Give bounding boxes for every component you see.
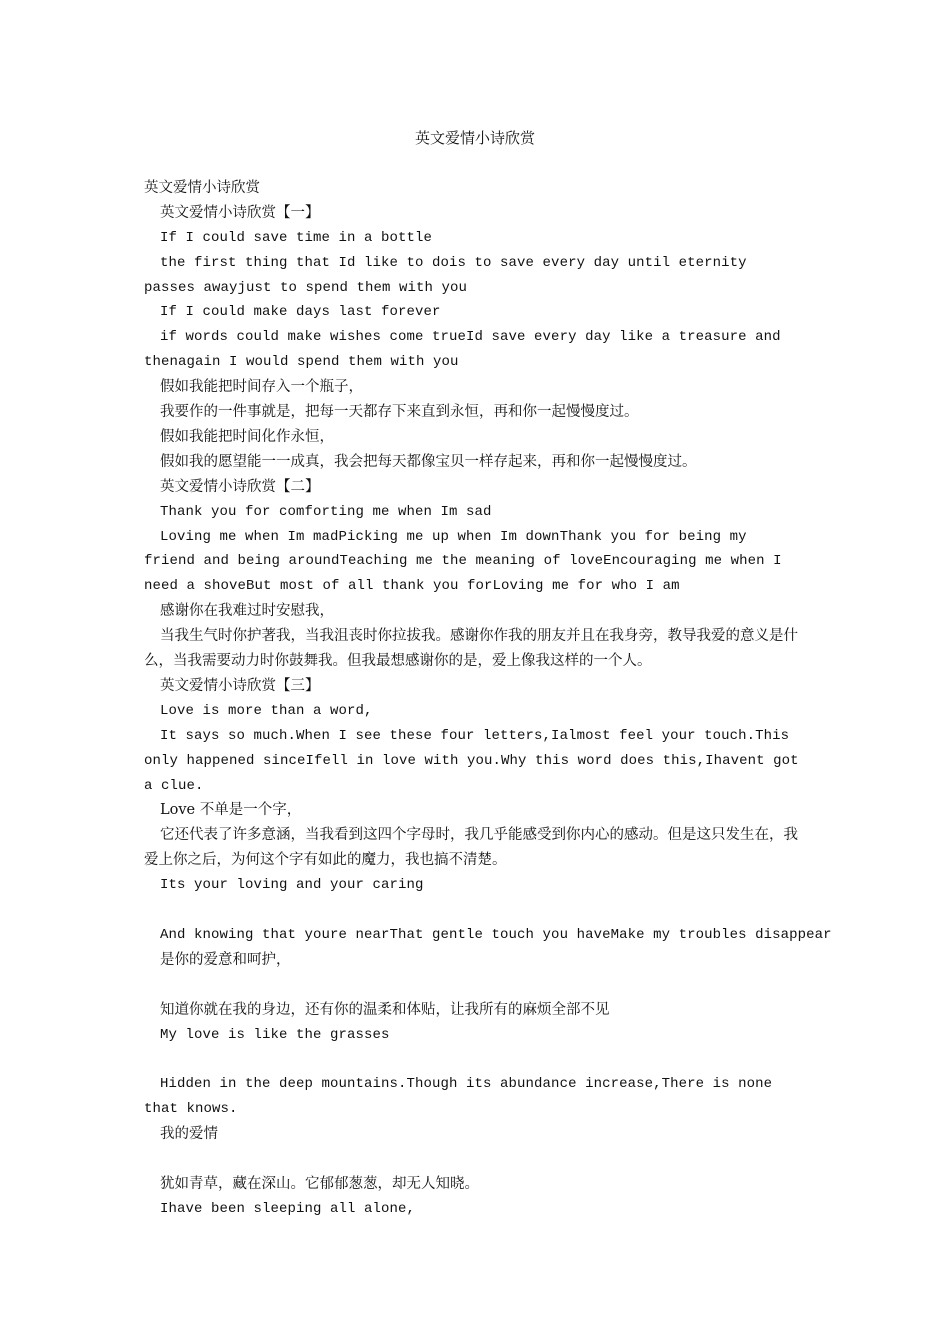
english-line: Its your loving and your caring xyxy=(160,877,424,894)
english-line: If I could save time in a bottle xyxy=(160,229,433,246)
blank-line xyxy=(144,898,804,923)
english-line: if words could make wishes come trueId save every day like a treasure and thenagain I would spend them with you xyxy=(144,329,781,371)
blank-line xyxy=(144,973,804,998)
english-line: Hidden in the deep mountains.Though its abundance increase,There is none that knows. xyxy=(144,1076,773,1118)
chinese-line: 假如我的愿望能一一成真，我会把每天都像宝贝一样存起来，再和你一起慢慢度过。 xyxy=(160,453,697,470)
chinese-line: 感谢你在我难过时安慰我， xyxy=(160,603,334,620)
english-line: the first thing that Id like to dois to save every day until eternity passes awayjust to spend them with you xyxy=(144,254,747,296)
english-line: It says so much.When I see these four letters,Ialmost feel your touch.This only happened sinceIfell in love with you.Why this word does this,Ihavent got a clue. xyxy=(144,727,799,794)
english-line: And knowing that youre nearThat gentle touch you haveMake my troubles disappear xyxy=(160,926,832,943)
english-line: Loving me when Im madPicking me up when Im downThank you for being my friend and being aroundTeaching me the meaning of loveEncouraging me when I need a shoveBut most of all thank you forLoving me for who I am xyxy=(144,528,782,595)
chinese-line: 我要作的一件事就是，把每一天都存下来直到永恒，再和你一起慢慢度过。 xyxy=(160,404,639,421)
chinese-line: 英文爱情小诗欣赏【二】 xyxy=(160,478,320,495)
chinese-line: Love 不单是一个字， xyxy=(160,802,302,819)
english-line: My love is like the grasses xyxy=(160,1026,390,1043)
chinese-line: 当我生气时你护著我，当我沮丧时你拉拔我。感谢你作我的朋友并且在我身旁，教导我爱的意义是什么，当我需要动力时你鼓舞我。但我最想感谢你的是，爱上像我这样的一个人。 xyxy=(144,628,798,670)
chinese-line: 知道你就在我的身边，还有你的温柔和体贴，让我所有的麻烦全部不见 xyxy=(160,1001,610,1018)
blank-line xyxy=(144,1047,804,1072)
chinese-line: 英文爱情小诗欣赏【一】 xyxy=(160,204,320,221)
poem-lines xyxy=(144,201,832,1222)
blank-line xyxy=(144,1147,804,1172)
document-heading: 英文爱情小诗欣赏 xyxy=(144,180,260,196)
document-title: 英文爱情小诗欣赏 xyxy=(414,129,535,147)
english-line: Thank you for comforting me when Im sad xyxy=(160,503,492,520)
chinese-line: 犹如青草，藏在深山。它郁郁葱葱，却无人知晓。 xyxy=(160,1175,479,1192)
english-line: Ihave been sleeping all alone, xyxy=(160,1200,416,1217)
english-line: Love is more than a word, xyxy=(160,702,373,719)
chinese-line: 我的爱情 xyxy=(160,1126,218,1143)
chinese-line: 英文爱情小诗欣赏【三】 xyxy=(160,677,320,694)
chinese-line: 它还代表了许多意涵，当我看到这四个字母时，我几乎能感受到你内心的感动。但是这只发生在，我爱上你之后，为何这个字有如此的魔力，我也搞不清楚。 xyxy=(144,827,798,869)
english-line: If I could make days last forever xyxy=(160,304,441,321)
document-body xyxy=(144,176,832,1222)
chinese-line: 假如我能把时间存入一个瓶子， xyxy=(160,379,363,396)
chinese-line: 是你的爱意和呵护， xyxy=(160,951,291,968)
chinese-line: 假如我能把时间化作永恒， xyxy=(160,428,334,445)
